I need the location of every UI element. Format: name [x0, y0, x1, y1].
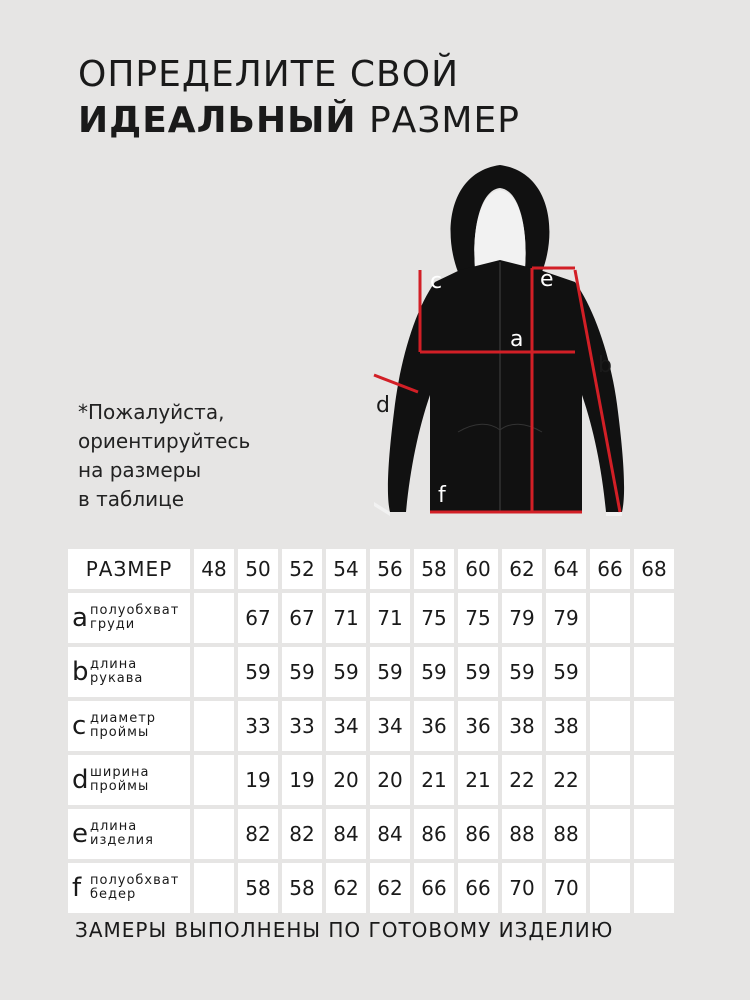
table-cell: 21: [458, 755, 498, 805]
table-cell: 75: [414, 593, 454, 643]
jacket-diagram: [350, 160, 650, 525]
table-cell: [634, 593, 674, 643]
row-description: [90, 820, 154, 848]
row-desc-line-1: длина: [90, 657, 138, 672]
table-cell: [194, 809, 234, 859]
measurement-row-e: [68, 809, 674, 859]
note-line-3: на размеры: [78, 458, 202, 482]
row-description: [90, 766, 150, 794]
table-cell: 86: [458, 809, 498, 859]
table-cell: 38: [502, 701, 542, 751]
label-d: d: [376, 393, 390, 418]
table-cell: 59: [414, 647, 454, 697]
label-b: b: [598, 353, 612, 378]
row-letter: f: [72, 873, 83, 903]
table-cell: [590, 755, 630, 805]
table-cell: [590, 647, 630, 697]
measurement-row-d: [68, 755, 674, 805]
row-description: [90, 604, 179, 632]
row-label: [68, 755, 190, 805]
table-cell: 19: [238, 755, 278, 805]
table-cell: 20: [326, 755, 366, 805]
table-cell: [634, 647, 674, 697]
table-cell: [634, 863, 674, 913]
table-cell: 33: [282, 701, 322, 751]
table-cell: 58: [238, 863, 278, 913]
table-cell: 66: [414, 863, 454, 913]
table-cell: [194, 863, 234, 913]
table-cell: 88: [502, 809, 542, 859]
row-letter: b: [72, 657, 90, 687]
size-table: [64, 545, 678, 917]
table-cell: [590, 863, 630, 913]
row-label: [68, 593, 190, 643]
table-cell: 71: [370, 593, 410, 643]
table-cell: [590, 701, 630, 751]
table-cell: 36: [458, 701, 498, 751]
left-cuff: [374, 502, 390, 516]
title-line-1: ОПРЕДЕЛИТЕ СВОЙ: [78, 54, 460, 95]
table-cell: 59: [502, 647, 542, 697]
note-line-1: *Пожалуйста,: [78, 400, 225, 424]
page-title: [78, 52, 520, 144]
title-rest: РАЗМЕР: [356, 100, 520, 141]
table-cell: 75: [458, 593, 498, 643]
table-cell: 82: [282, 809, 322, 859]
table-cell: 58: [282, 863, 322, 913]
row-label: [68, 809, 190, 859]
table-cell: [634, 755, 674, 805]
jacket-body: [388, 260, 624, 512]
table-cell: 88: [546, 809, 586, 859]
row-letter: c: [72, 711, 88, 741]
table-cell: 62: [370, 863, 410, 913]
size-header-cell: 62: [502, 549, 542, 589]
table-cell: 79: [502, 593, 542, 643]
row-label: [68, 647, 190, 697]
table-cell: 79: [546, 593, 586, 643]
row-desc-line-1: полуобхват: [90, 603, 180, 618]
table-cell: 22: [502, 755, 542, 805]
label-e: e: [540, 267, 554, 292]
row-desc-line-1: диаметр: [90, 711, 157, 726]
row-desc-line-1: ширина: [90, 765, 150, 780]
table-cell: 59: [370, 647, 410, 697]
row-desc-line-2: рукава: [90, 671, 144, 686]
title-line-2: [78, 98, 520, 144]
table-cell: 33: [238, 701, 278, 751]
table-cell: 59: [458, 647, 498, 697]
note-line-4: в таблице: [78, 487, 185, 511]
table-cell: 59: [546, 647, 586, 697]
row-desc-line-2: проймы: [90, 779, 150, 794]
row-label: [68, 701, 190, 751]
measurement-row-f: [68, 863, 674, 913]
size-header-cell: 52: [282, 549, 322, 589]
table-cell: 66: [458, 863, 498, 913]
table-cell: 67: [238, 593, 278, 643]
footer-note: ЗАМЕРЫ ВЫПОЛНЕНЫ ПО ГОТОВОМУ ИЗДЕЛИЮ: [75, 918, 614, 942]
label-f: f: [438, 483, 446, 508]
label-c: c: [430, 269, 443, 294]
size-header-cell: 60: [458, 549, 498, 589]
row-description: [90, 712, 156, 740]
table-cell: 84: [326, 809, 366, 859]
measurement-row-a: [68, 593, 674, 643]
table-cell: 34: [326, 701, 366, 751]
title-bold: ИДЕАЛЬНЫЙ: [78, 100, 357, 141]
size-header-cell: 66: [590, 549, 630, 589]
table-cell: 70: [502, 863, 542, 913]
table-cell: 86: [414, 809, 454, 859]
row-desc-line-2: изделия: [90, 833, 154, 848]
table-cell: 59: [282, 647, 322, 697]
row-letter: d: [72, 765, 90, 795]
row-letter: a: [72, 603, 89, 633]
table-cell: 21: [414, 755, 454, 805]
table-cell: [194, 647, 234, 697]
table-cell: 59: [326, 647, 366, 697]
table-cell: 82: [238, 809, 278, 859]
size-note: [78, 398, 250, 514]
table-cell: [194, 593, 234, 643]
table-cell: [194, 755, 234, 805]
measurement-row-c: [68, 701, 674, 751]
table-cell: [590, 593, 630, 643]
row-description: [90, 658, 143, 686]
size-header-row: [68, 549, 674, 589]
measurement-row-b: [68, 647, 674, 697]
row-desc-line-1: длина: [90, 819, 138, 834]
row-desc-line-2: бедер: [90, 887, 137, 902]
row-desc-line-1: полуобхват: [90, 873, 180, 888]
table-cell: 84: [370, 809, 410, 859]
table-cell: [634, 701, 674, 751]
size-header-cell: 58: [414, 549, 454, 589]
size-header-cell: 68: [634, 549, 674, 589]
table-cell: 70: [546, 863, 586, 913]
size-header-cell: 64: [546, 549, 586, 589]
table-cell: 19: [282, 755, 322, 805]
note-line-2: ориентируйтесь: [78, 429, 251, 453]
table-cell: [590, 809, 630, 859]
table-cell: 34: [370, 701, 410, 751]
table-cell: 67: [282, 593, 322, 643]
size-header-cell: 56: [370, 549, 410, 589]
row-letter: e: [72, 819, 89, 849]
table-cell: 62: [326, 863, 366, 913]
table-cell: 20: [370, 755, 410, 805]
right-cuff: [606, 512, 622, 516]
row-description: [90, 874, 179, 902]
size-header-cell: 54: [326, 549, 366, 589]
table-cell: [194, 701, 234, 751]
row-desc-line-2: проймы: [90, 725, 150, 740]
size-header-label: РАЗМЕР: [68, 549, 190, 589]
table-cell: 36: [414, 701, 454, 751]
table-cell: 22: [546, 755, 586, 805]
table-cell: [634, 809, 674, 859]
size-header-cell: 50: [238, 549, 278, 589]
row-label: [68, 863, 190, 913]
size-header-cell: 48: [194, 549, 234, 589]
table-cell: 59: [238, 647, 278, 697]
table-cell: 71: [326, 593, 366, 643]
table-cell: 38: [546, 701, 586, 751]
row-desc-line-2: груди: [90, 617, 136, 632]
label-a: a: [510, 327, 524, 352]
